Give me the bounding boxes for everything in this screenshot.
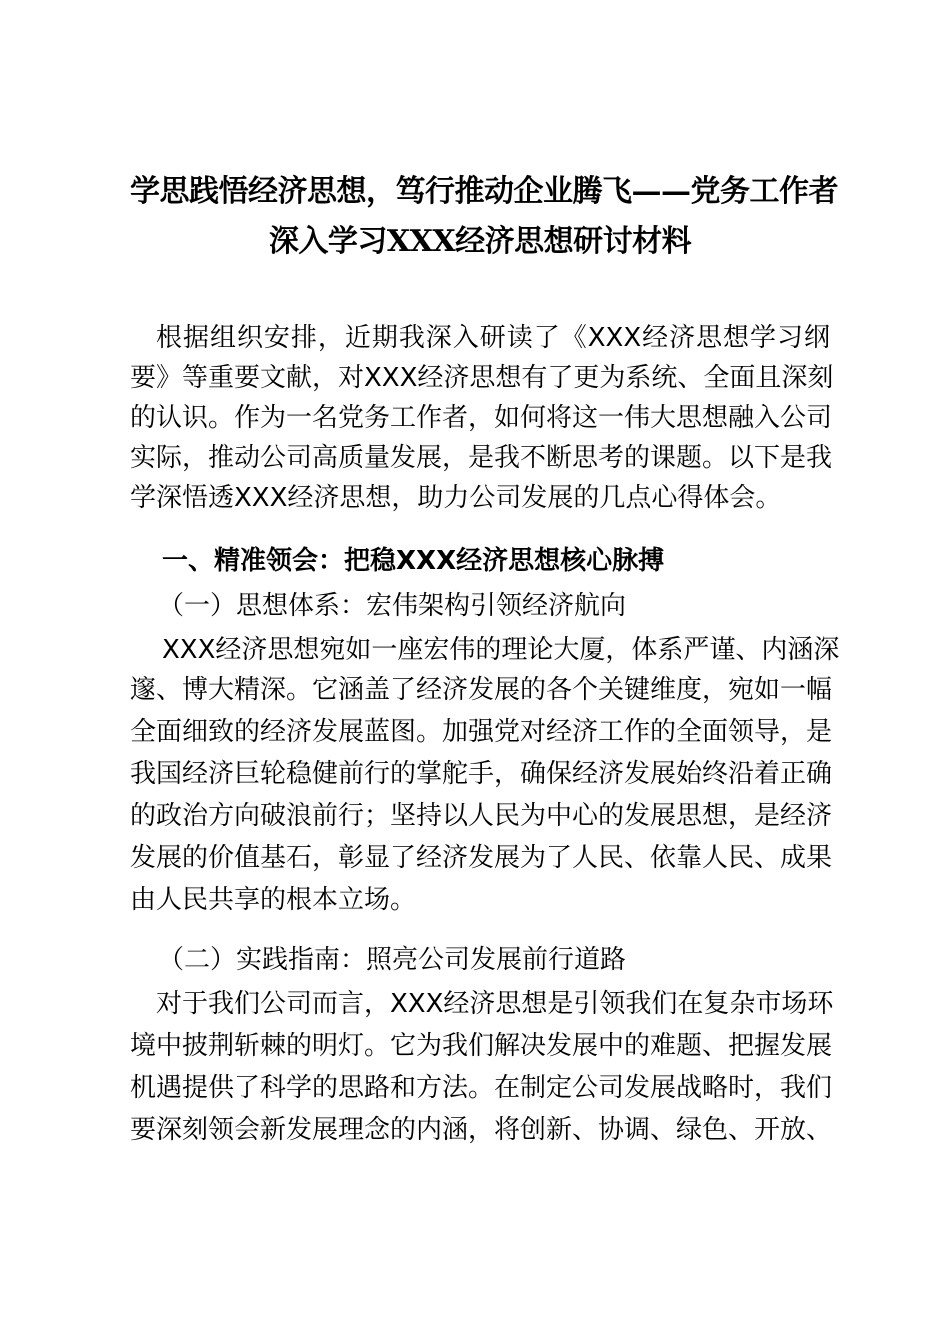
body-line: 邃、博大精深。它涵盖了经济发展的各个关键维度，宛如一幅 (130, 675, 833, 705)
subsection-heading-2: （二）实践指南：照亮公司发展前行道路 (158, 945, 627, 975)
subsection-heading-1: （一）思想体系：宏伟架构引领经济航向 (158, 591, 627, 621)
body-line: 的政治方向破浪前行；坚持以人民为中心的发展思想，是经济 (130, 801, 833, 831)
body-line: XXX经济思想宛如一座宏伟的理论大厦，体系严谨、内涵深 (162, 635, 840, 665)
body-line: 境中披荆斩棘的明灯。它为我们解决发展中的难题、把握发展 (130, 1031, 833, 1061)
intro-line: 实际，推动公司高质量发展，是我不断思考的课题。以下是我 (130, 443, 833, 473)
intro-line: 要》等重要文献，对XXX经济思想有了更为系统、全面且深刻 (130, 363, 834, 393)
intro-line: 学深悟透XXX经济思想，助力公司发展的几点心得体会。 (130, 483, 782, 513)
body-line: 由人民共享的根本立场。 (130, 885, 417, 915)
body-line: 全面细致的经济发展蓝图。加强党对经济工作的全面领导，是 (130, 717, 833, 747)
intro-line: 的认识。作为一名党务工作者，如何将这一伟大思想融入公司 (130, 403, 833, 433)
body-line: 机遇提供了科学的思路和方法。在制定公司发展战略时，我们 (130, 1073, 833, 1103)
section-heading-1: 一、精准领会：把稳XXX经济思想核心脉搏 (162, 546, 665, 576)
body-line: 要深刻领会新发展理念的内涵，将创新、协调、绿色、开放、 (130, 1115, 833, 1145)
body-line: 我国经济巨轮稳健前行的掌舵手，确保经济发展始终沿着正确 (130, 759, 833, 789)
intro-line: 根据组织安排，近期我深入研读了《XXX经济思想学习纲 (156, 323, 830, 353)
document-title-line-2: 深入学习XXX经济思想研讨材料 (268, 224, 692, 259)
document-title-line-1: 学思践悟经济思想，笃行推动企业腾飞——党务工作者 (130, 174, 838, 209)
body-line: 发展的价值基石，彰显了经济发展为了人民、依靠人民、成果 (130, 843, 833, 873)
body-line: 对于我们公司而言，XXX经济思想是引领我们在复杂市场环 (156, 989, 834, 1019)
